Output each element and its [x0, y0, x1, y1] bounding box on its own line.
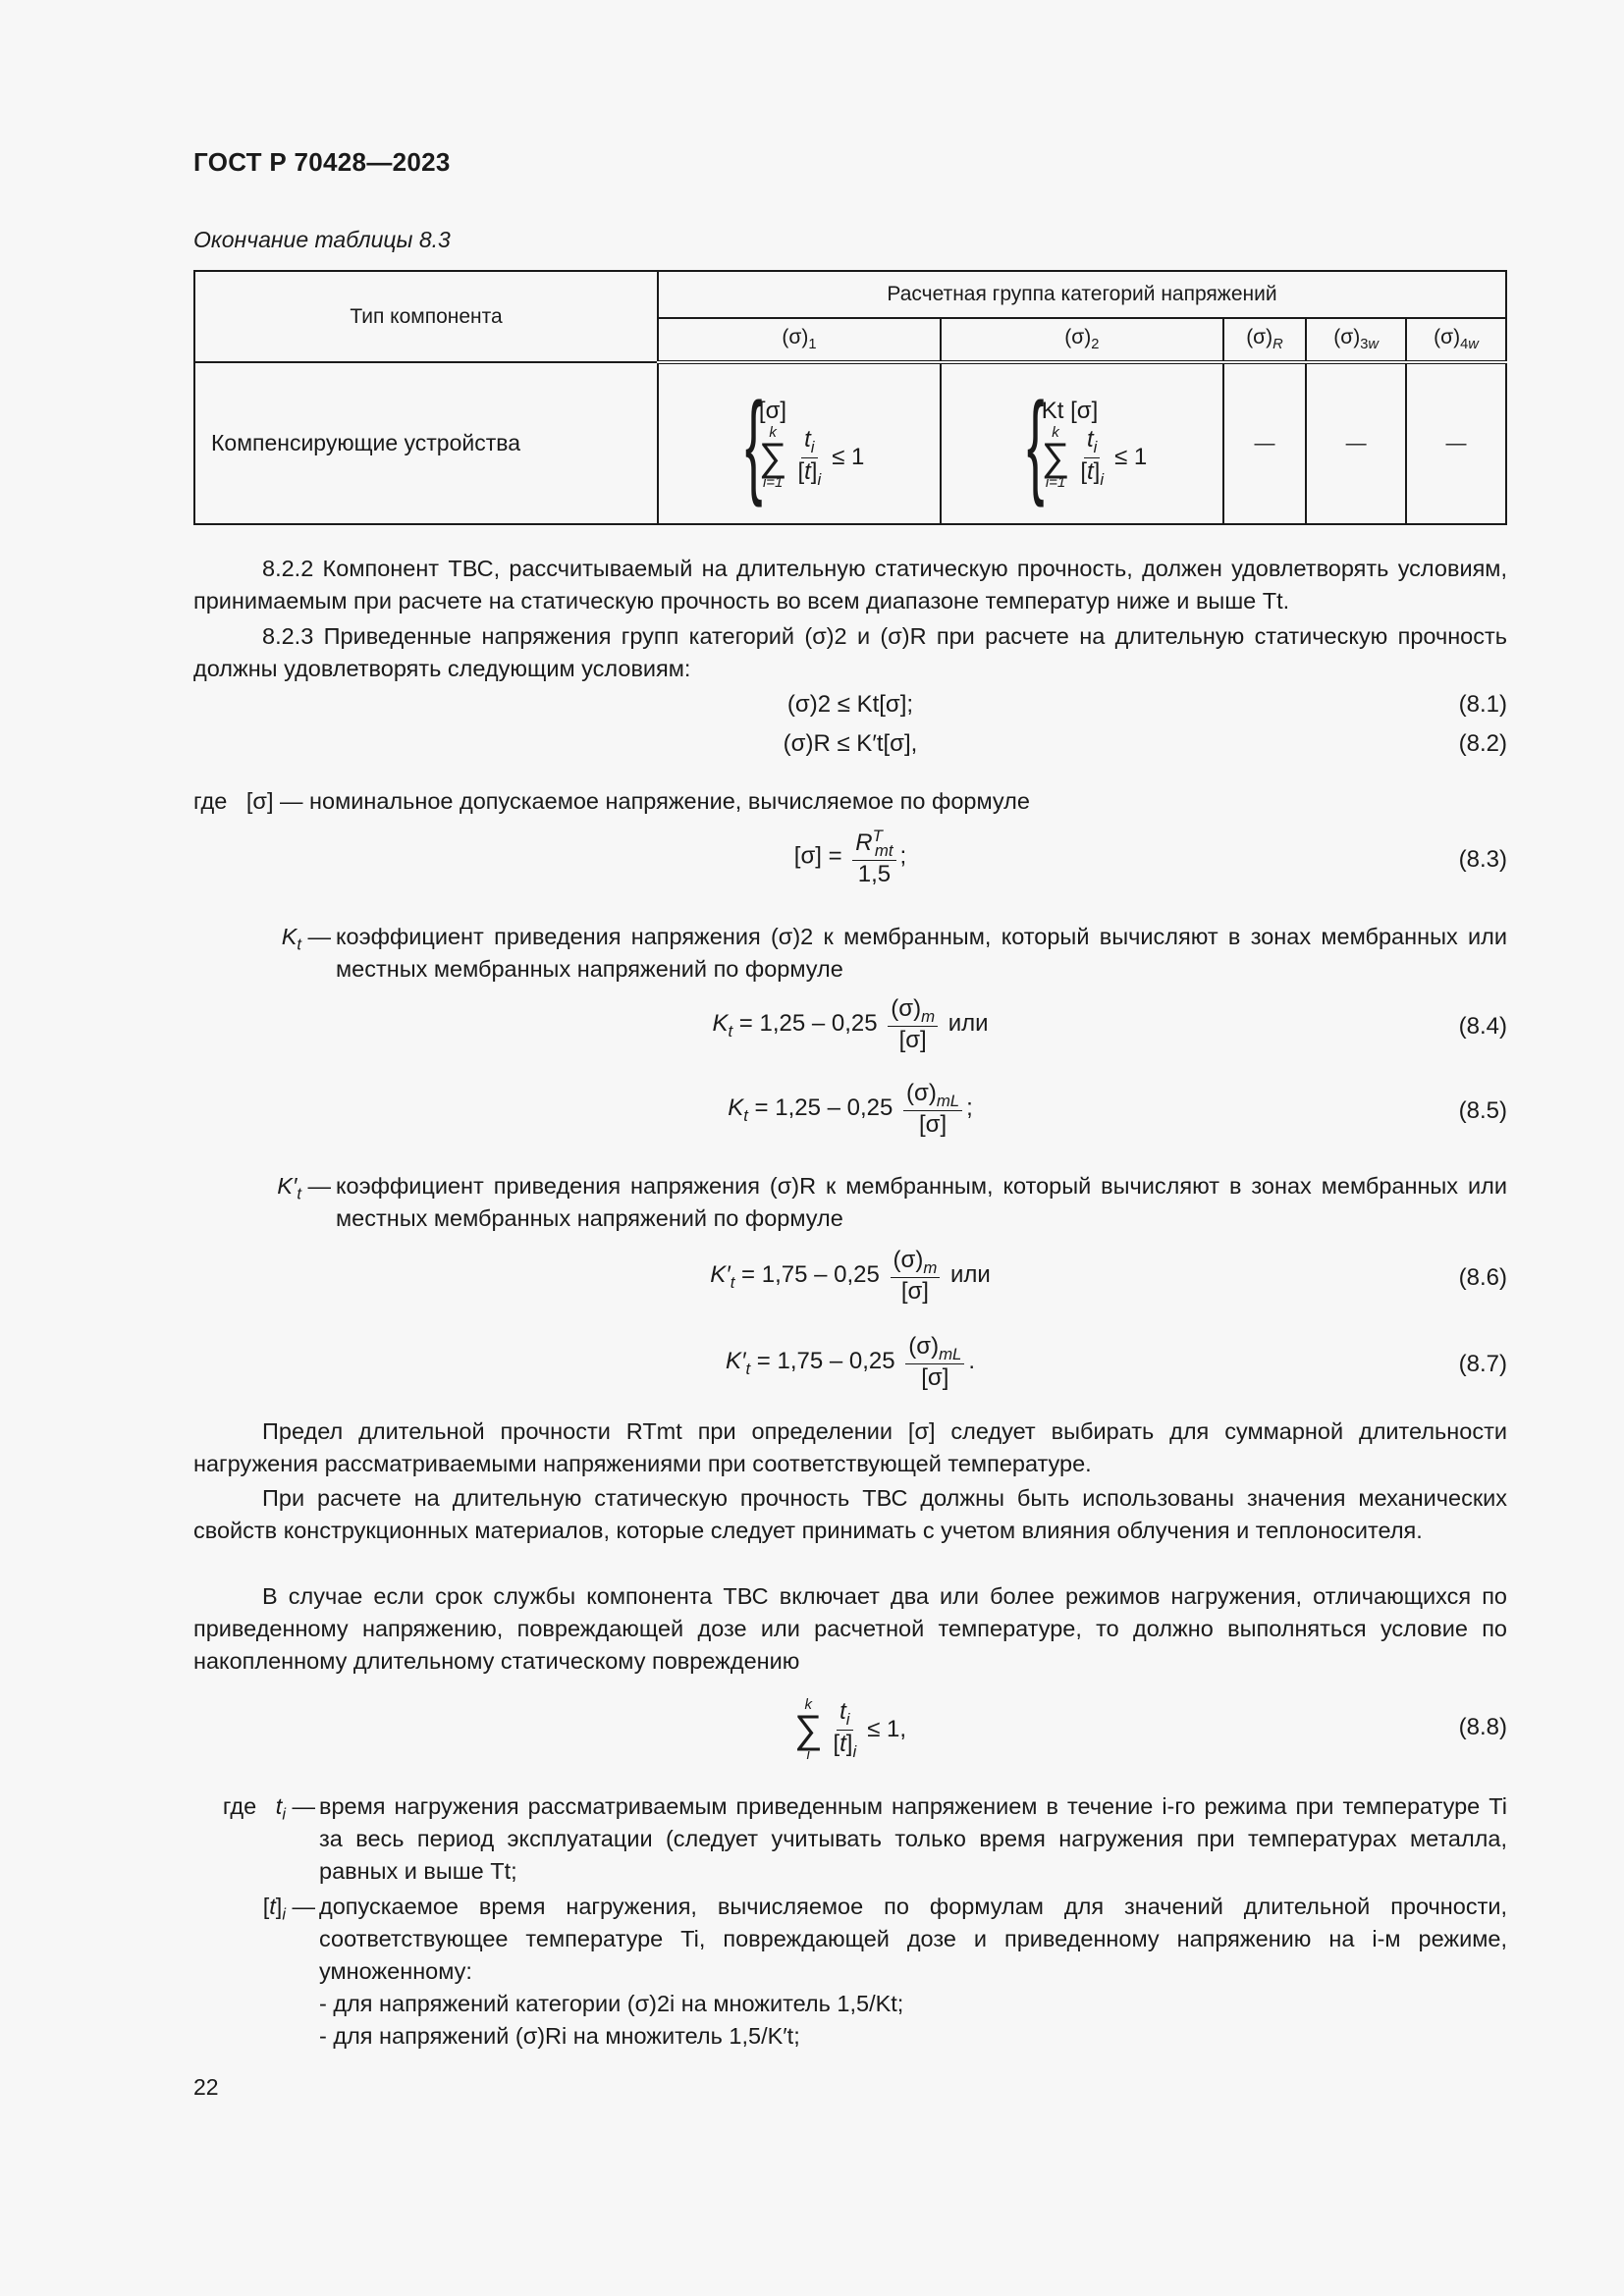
bullet-sigma-ri: - для напряжений (σ)Ri на множитель 1,5/K′t; [319, 2023, 800, 2049]
subcol-sigma-3w: $(\sigma)_{3w}$ [1306, 318, 1406, 362]
equation-8-1: (σ)2 ≤ Kt[σ]; (8.1) [786, 691, 1507, 718]
subcol-sigma-r: $(\sigma)_R$ [1223, 318, 1306, 362]
cell-sigma-2-condition: { Kt [σ] k ∑ i=1 $\frac{t_i}{[t]_i}$ ≤ 1 [941, 362, 1223, 524]
equation-8-2: (σ)R ≤ K′t[σ], (8.2) [783, 730, 1507, 757]
cell-sigma-4w: — [1406, 362, 1506, 524]
equation-8-3: [σ] = $\frac{R^T_{mt}}{1,5}$ ; (8.3) [793, 827, 1507, 888]
subcol-sigma-2: $(\sigma)_2$ [941, 318, 1223, 362]
paragraph-multiple-modes: В случае если срок службы компонента ТВС включает два или более режимов нагружения, отличающихся по приведенному напряжению, повреждающей дозе или расчетной температуре, то должно выполняться условие по накопленному длительному статическому повреждению [193, 1583, 1507, 1674]
paragraph-rupture-limit: Предел длительной прочности RTmt при определении [σ] следует выбирать для суммарной длительности нагружения рассматриваемыми напряжениями при соответствующей температуре. [193, 1418, 1507, 1476]
cell2-line1: Kt [σ] [1041, 398, 1099, 424]
cell1-line1: [σ] [758, 398, 787, 424]
cell-sigma-1-condition: { [σ] k ∑ i=1 $\frac{t_i}{[t]_i}$ ≤ 1 [658, 362, 941, 524]
equation-8-7: $K'_t = 1,75 - 0,25$ $\frac{(\sigma)_{mL}}{[\sigma]}$ . (8.7) [725, 1333, 1507, 1392]
paragraph-material-props: При расчете на длительную статическую прочность ТВС должны быть использованы значения механических свойств конструкционных материалов, которые следует принимать с учетом влияния облучения и теплоносителя. [193, 1485, 1507, 1543]
def-ti: где $t_i$ — время нагружения рассматриваемым приведенным напряжением в течение i-го режима при температуре Ti за весь период эксплуатации (следует учитывать только время нагружения при температурах металла, равных и выше Tt; [222, 1793, 1507, 1884]
header-stress-group: Расчетная группа категорий напряжений [658, 271, 1506, 318]
cell-sigma-3w: — [1306, 362, 1406, 524]
bullet-sigma-2i: - для напряжений категории (σ)2i на множитель 1,5/Kt; [319, 1991, 904, 2016]
def-kt: $K_t$ — коэффициент приведения напряжения (σ)2 к мембранным, который вычисляют в зонах мембранных или местных мембранных напряжений по формуле [281, 924, 1507, 982]
document-id: ГОСТ Р 70428—2023 [193, 147, 451, 177]
equation-8-5: $K_t = 1,25 - 0,25$ $\frac{(\sigma)_{mL}}{[\sigma]}$ ; (8.5) [728, 1080, 1507, 1139]
paragraph-8-2-2: 8.2.2 Компонент ТВС, рассчитываемый на длительную статическую прочность, должен удовлетворять условиям, принимаемым при расчете на статическую прочность во всем диапазоне температур ниже и выше Tt. [193, 556, 1507, 614]
equation-8-8: k ∑ i $\frac{t_i}{[t]_i}$ ≤ 1, (8.8) [793, 1696, 1507, 1763]
def-where-sigma: где [σ] — номинальное допускаемое напряжение, вычисляемое по формуле [193, 788, 1030, 814]
row-component-name: Компенсирующие устройства [194, 362, 658, 524]
def-kt-prime: $K'_t$ — коэффициент приведения напряжения (σ)R к мембранным, который вычисляют в зонах мембранных или местных мембранных напряжений по формуле [277, 1173, 1507, 1231]
page-number: 22 [193, 2074, 219, 2100]
equation-8-6: $K'_t = 1,75 - 0,25$ $\frac{(\sigma)_m}{[\sigma]}$ или (8.6) [710, 1247, 1507, 1306]
stress-group-table [193, 270, 1507, 525]
table-caption: Окончание таблицы 8.3 [193, 227, 451, 252]
paragraph-8-2-3: 8.2.3 Приведенные напряжения групп категорий (σ)2 и (σ)R при расчете на длительную статическую прочность должны удовлетворять следующим условиям: [193, 623, 1507, 681]
cell-sigma-r: — [1223, 362, 1306, 524]
equation-8-4: $K_t = 1,25 - 0,25$ $\frac{(\sigma)_m}{[\sigma]}$ или (8.4) [712, 995, 1507, 1054]
def-t-allowed: $[t]_i$ — допускаемое время нагружения, вычисляемое по формулам для значений длительной прочности, соответствующее температуре Ti, повреждающей дозе и приведенному напряжению на i-м режиме, умноженному: - для напряжений категории (σ)2i на множитель 1,5/Kt; - для напряжений (σ)Ri на множитель 1,5/K′t; [193, 1891, 1507, 2077]
subcol-sigma-1: $(\sigma)_1$ [658, 318, 941, 362]
header-component-type: Тип компонента [194, 271, 658, 362]
subcol-sigma-4w: $(\sigma)_{4w}$ [1406, 318, 1506, 362]
